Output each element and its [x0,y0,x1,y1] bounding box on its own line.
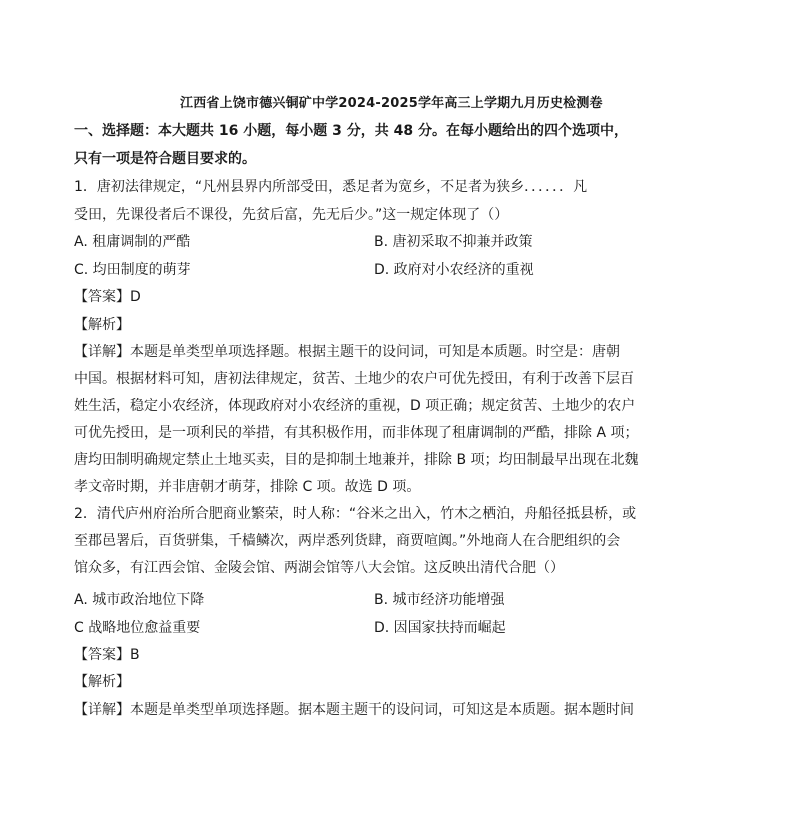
q1-detail-line-4: 可优先授田，是一项利民的举措，有其积极作用，而非体现了租庸调制的严酷，排除 A 项； [74,425,639,441]
q2-stem-line-1: 2．清代庐州府治所合肥商业繁荣，时人称：“谷米之出入，竹木之栖泊，舟船径抵县桥，或 [74,506,637,522]
q1-option-d: D. 政府对小农经济的重视 [374,262,534,278]
q2-option-a: A. 城市政治地位下降 [74,592,205,608]
q1-stem-line-2: 受田，先课役者后不课役，先贫后富，先无后少。”这一规定体现了（） [74,207,509,223]
section-heading-line-2: 只有一项是符合题目要求的。 [74,151,256,167]
q2-detail-line-1: 【详解】本题是单类型单项选择题。据本题主题干的设问词，可知这是本质题。据本题时间 [74,702,634,718]
q2-option-c: C 战略地位愈益重要 [74,620,201,636]
document-title: 江西省上饶市德兴铜矿中学2024-2025学年高三上学期九月历史检测卷 [180,96,603,111]
q2-option-b: B. 城市经济功能增强 [374,592,505,608]
q1-detail-line-2: 中国。根据材料可知，唐初法律规定，贫苦、土地少的农户可优先授田，有利于改善下层百 [74,371,634,387]
q2-answer: 【答案】B [74,647,140,663]
q1-option-b: B. 唐初采取不抑兼并政策 [374,234,533,250]
q1-detail-line-6: 孝文帝时期，并非唐朝才萌芽，排除 C 项。故选 D 项。 [74,479,421,495]
section-heading-line-1: 一、选择题：本大题共 16 小题，每小题 3 分，共 48 分。在每小题给出的四个选项中， [74,123,628,139]
q1-detail-line-3: 姓生活，稳定小农经济，体现政府对小农经济的重视，D 项正确；规定贫苦、土地少的农户 [74,398,636,414]
q1-stem-line-1: 1．唐初法律规定，“凡州县界内所部受田，悉足者为宽乡，不足者为狭乡．．．．．．凡 [74,179,588,195]
q1-detail-line-5: 唐均田制明确规定禁止土地买卖，目的是抑制土地兼并，排除 B 项；均田制最早出现在北魏 [74,452,639,468]
q1-option-c: C. 均田制度的萌芽 [74,262,191,278]
q1-answer: 【答案】D [74,289,141,305]
q1-option-a: A. 租庸调制的严酷 [74,234,191,250]
q2-analysis-heading: 【解析】 [74,674,130,690]
q2-stem-line-2: 至郡邑署后，百货骈集，千樯鳞次，两岸悉列货肆，商贾喧阗。”外地商人在合肥组织的会 [74,533,621,549]
q1-detail-line-1: 【详解】本题是单类型单项选择题。根据主题干的设问词，可知是本质题。时空是：唐朝 [74,344,620,360]
q1-analysis-heading: 【解析】 [74,317,130,333]
q2-stem-line-3: 馆众多，有江西会馆、金陵会馆、两湖会馆等八大会馆。这反映出清代合肥（） [74,560,564,576]
q2-option-d: D. 因国家扶持而崛起 [374,620,506,636]
